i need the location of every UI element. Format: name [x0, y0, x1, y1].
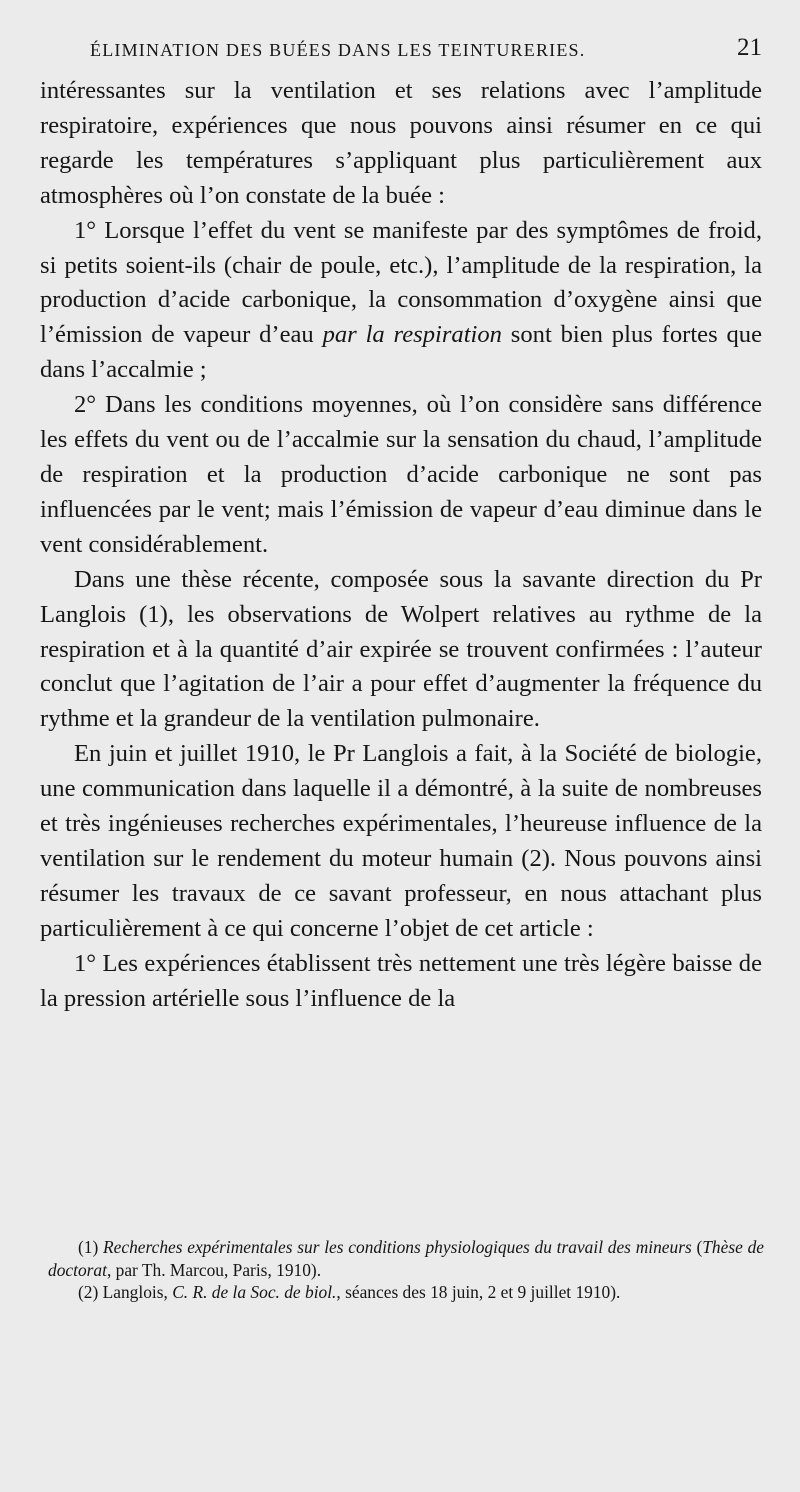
page-number: 21 — [737, 34, 762, 61]
footnotes — [48, 1236, 764, 1304]
paragraph-continuation: intéressantes sur la ventilation et ses relations avec l’amplitude respiratoire, expériences que nous pouvons ainsi résumer en ce qui regarde les températures s’appliquant plus particulièrement aux atmosphères où l’on constate de la buée : — [40, 77, 762, 209]
running-head — [90, 34, 762, 64]
paragraph-thesis: Dans une thèse récente, composée sous la savante direction du Pr Langlois (1), les observations de Wolpert relatives au rythme de la respiration et à la quantité d’air expirée se trouvent confirmées : l’auteur conclut que l’agitation de l’air a pour effet d’augmenter la fréquence du rythme et la grandeur de la ventilation pulmonaire. — [40, 565, 762, 733]
running-title: ÉLIMINATION DES BUÉES DANS LES TEINTURERIES. — [90, 40, 586, 60]
body-text — [40, 74, 762, 1016]
paragraph-point-two: 2° Dans les conditions moyennes, où l’on considère sans différence les effets du vent ou de l’accalmie sur la sensation du chaud, l’amplitude de respiration et la production d’acide carbonique ne sont pas influencées par le vent; mais l’émission de vapeur d’eau diminue dans le vent considérablement. — [40, 391, 762, 558]
paragraph-langlois: En juin et juillet 1910, le Pr Langlois a fait, à la Société de biologie, une communication dans laquelle il a démontré, à la suite de nombreuses et très ingénieuses recherches expérimentales, l’heureuse influence de la ventilation sur le rendement du moteur humain (2). Nous pouvons ainsi résumer les travaux de ce savant professeur, en nous attachant plus particulièrement à ce qui concerne l’objet de cet article : — [40, 740, 762, 942]
footnote-2: (2) Langlois, C. R. de la Soc. de biol., séances des 18 juin, 2 et 9 juillet 1910). — [78, 1282, 621, 1303]
footnote-1: (1) Recherches expérimentales sur les conditions physiologiques du travail des mineurs (Thèse de doctorat, par Th. Marcou, Paris, 1910). — [48, 1237, 764, 1280]
emphasis-text: par la respiration — [322, 321, 502, 349]
paragraph-experiments: 1° Les expériences établissent très nettement une très légère baisse de la pression artérielle sous l’influence de la — [40, 949, 762, 1012]
paragraph-point-one: 1° Lorsque l’effet du vent se manifeste par des symptômes de froid, si petits soient-ils (chair de poule, etc.), l’amplitude de la respiration, la production d’acide carbonique, la consommation d’oxygène ainsi que l’émission de vapeur d’eau par la respiration sont bien plus fortes que dans l’accalmie ; — [40, 216, 762, 384]
